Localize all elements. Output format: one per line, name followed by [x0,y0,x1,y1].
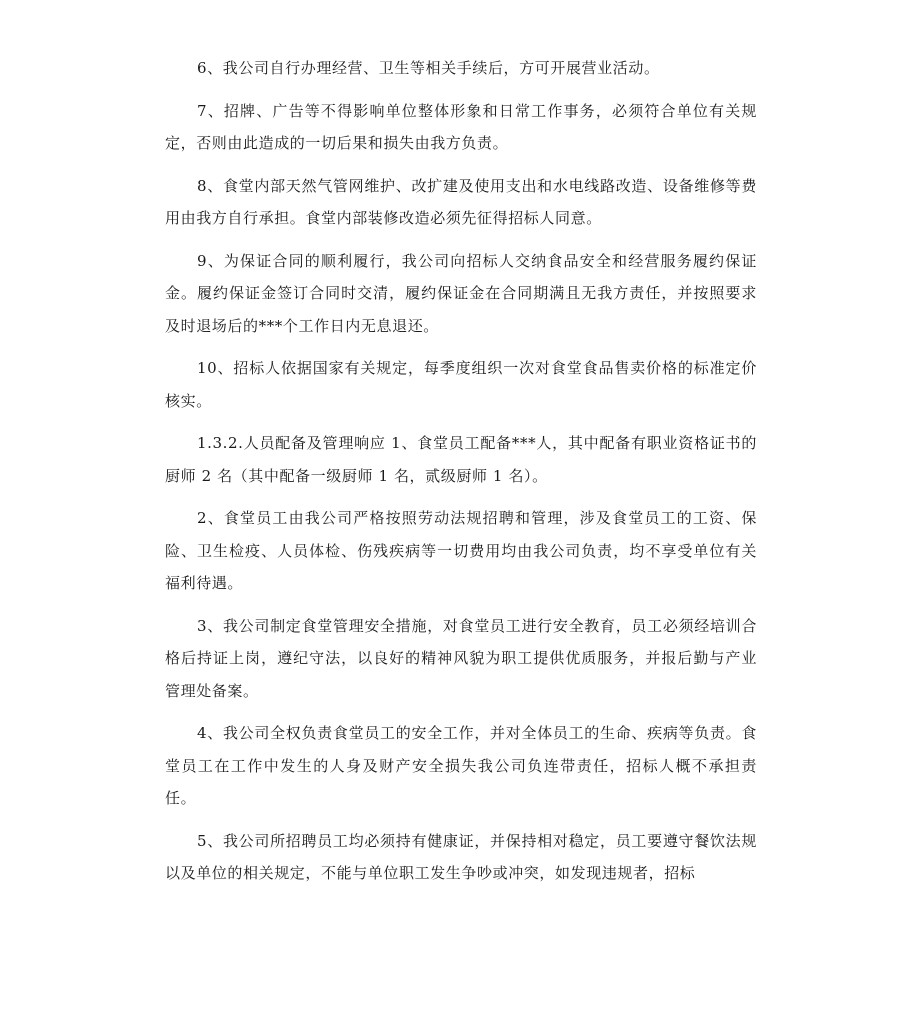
paragraph-4: 9、为保证合同的顺利履行，我公司向招标人交纳食品安全和经营服务履约保证金。履约保证金签订合同时交清，履约保证金在合同期满且无我方责任，并按照要求及时退场后的***个工作日内无息退还。 [165,251,757,335]
paragraph-7: 2、食堂员工由我公司严格按照劳动法规招聘和管理，涉及食堂员工的工资、保险、卫生检疫、人员体检、伤残疾病等一切费用均由我公司负责，均不享受单位有关福利待遇。 [165,509,757,592]
document-body [165,52,757,900]
paragraph-6: 1.3.2.人员配备及管理响应 1、食堂员工配备***人，其中配备有职业资格证书的厨师 2 名（其中配备一级厨师 1 名，贰级厨师 1 名）。 [165,434,757,485]
paragraph-3: 8、食堂内部天然气管网维护、改扩建及使用支出和水电线路改造、设备维修等费用由我方自行承担。食堂内部装修改造必须先征得招标人同意。 [165,176,757,227]
paragraph-9: 4、我公司全权负责食堂员工的安全工作，并对全体员工的生命、疾病等负责。食堂员工在工作中发生的人身及财产安全损失我公司负连带责任，招标人概不承担责任。 [165,724,757,807]
paragraph-2: 7、招牌、广告等不得影响单位整体形象和日常工作事务，必须符合单位有关规定，否则由此造成的一切后果和损失由我方负责。 [165,101,757,152]
paragraph-10: 5、我公司所招聘员工均必须持有健康证，并保持相对稳定，员工要遵守餐饮法规以及单位的相关规定，不能与单位职工发生争吵或冲突，如发现违规者，招标 [165,831,757,882]
paragraph-1: 6、我公司自行办理经营、卫生等相关手续后，方可开展营业活动。 [197,59,660,77]
paragraph-8: 3、我公司制定食堂管理安全措施，对食堂员工进行安全教育，员工必须经培训合格后持证上岗，遵纪守法，以良好的精神风貌为职工提供优质服务，并报后勤与产业管理处备案。 [165,616,757,700]
paragraph-5: 10、招标人依据国家有关规定，每季度组织一次对食堂食品售卖价格的标准定价核实。 [165,359,757,410]
